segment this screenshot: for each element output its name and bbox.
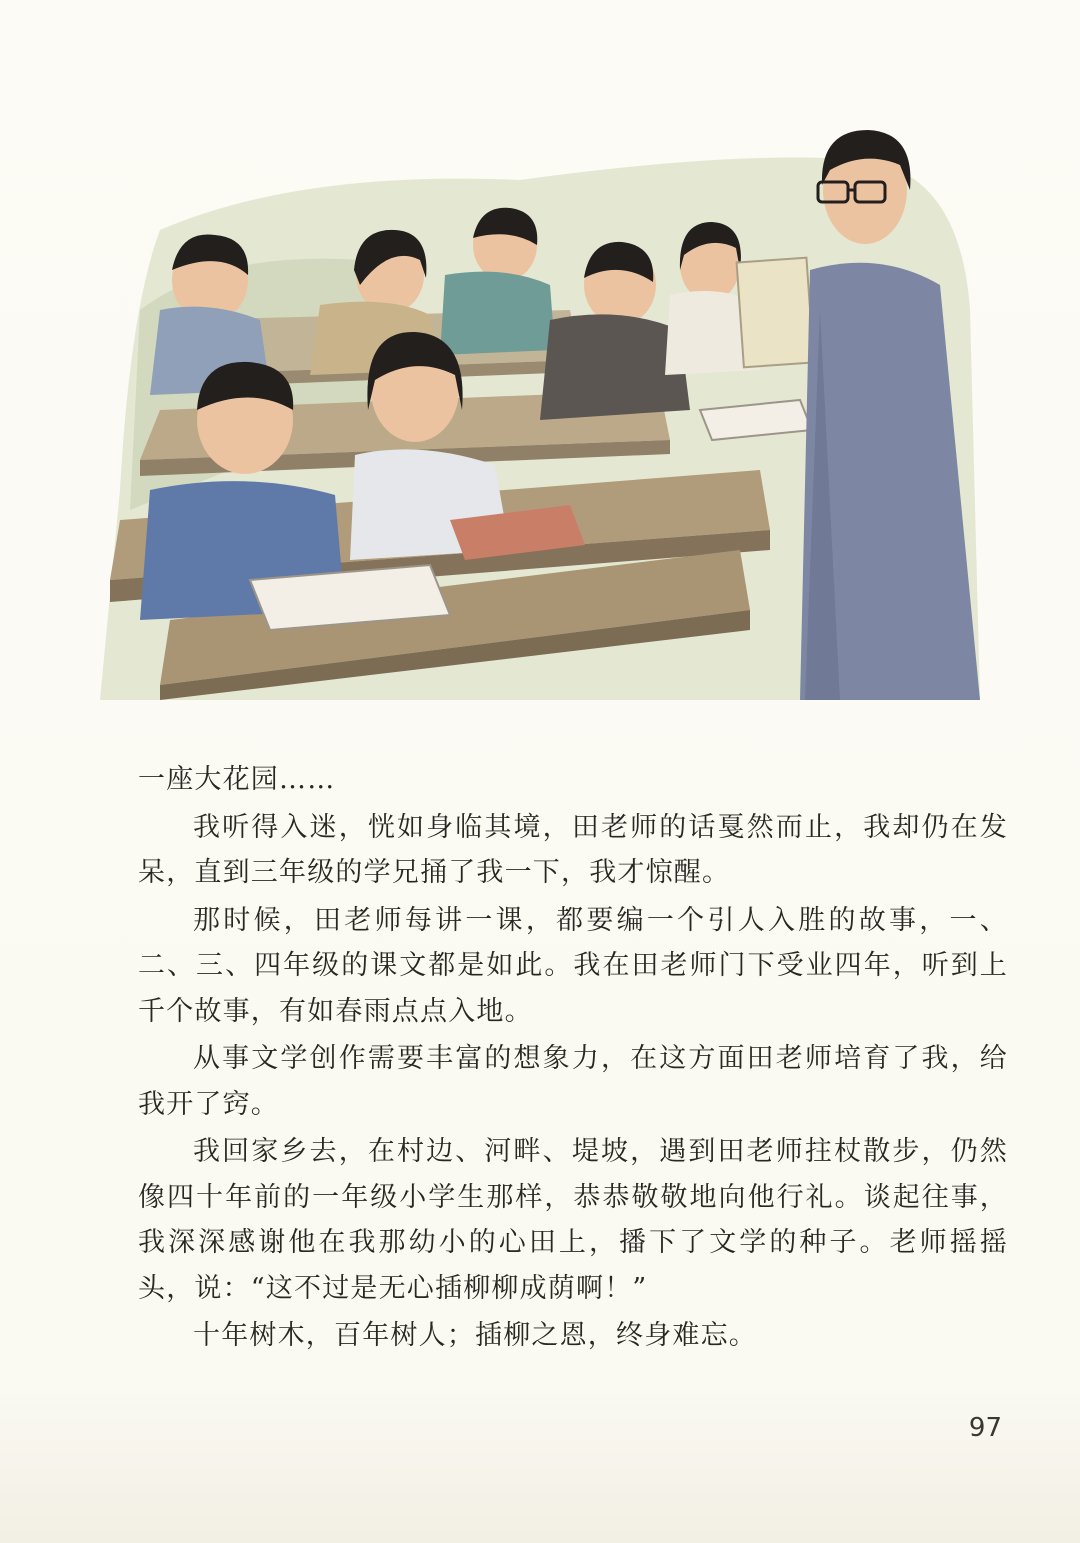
- paragraph: 那时候，田老师每讲一课，都要编一个引人入胜的故事，一、二、三、四年级的课文都是如此。我在田老师门下受业四年，听到上千个故事，有如春雨点点入地。: [138, 904, 1008, 1027]
- paragraph: 我听得入迷，恍如身临其境，田老师的话戛然而止，我却仍在发呆，直到三年级的学兄捅了我一下，我才惊醒。: [138, 811, 1008, 888]
- paragraph: 从事文学创作需要丰富的想象力，在这方面田老师培育了我，给我开了窍。: [138, 1043, 1008, 1120]
- page-number: 97: [968, 1413, 1002, 1443]
- paragraph: 十年树木，百年树人；插柳之恩，终身难忘。: [193, 1320, 757, 1351]
- paragraph: 一座大花园……: [138, 764, 336, 795]
- paragraph: 我回家乡去，在村边、河畔、堤坡，遇到田老师拄杖散步，仍然像四十年前的一年级小学生那样，恭恭敬敬地向他行礼。谈起往事，我深深感谢他在我那幼小的心田上，播下了文学的种子。老师摇摇头，说：“这不过是无心插柳柳成荫啊！”: [138, 1136, 1008, 1304]
- story-text: [138, 757, 1008, 1359]
- classroom-illustration: [100, 110, 990, 700]
